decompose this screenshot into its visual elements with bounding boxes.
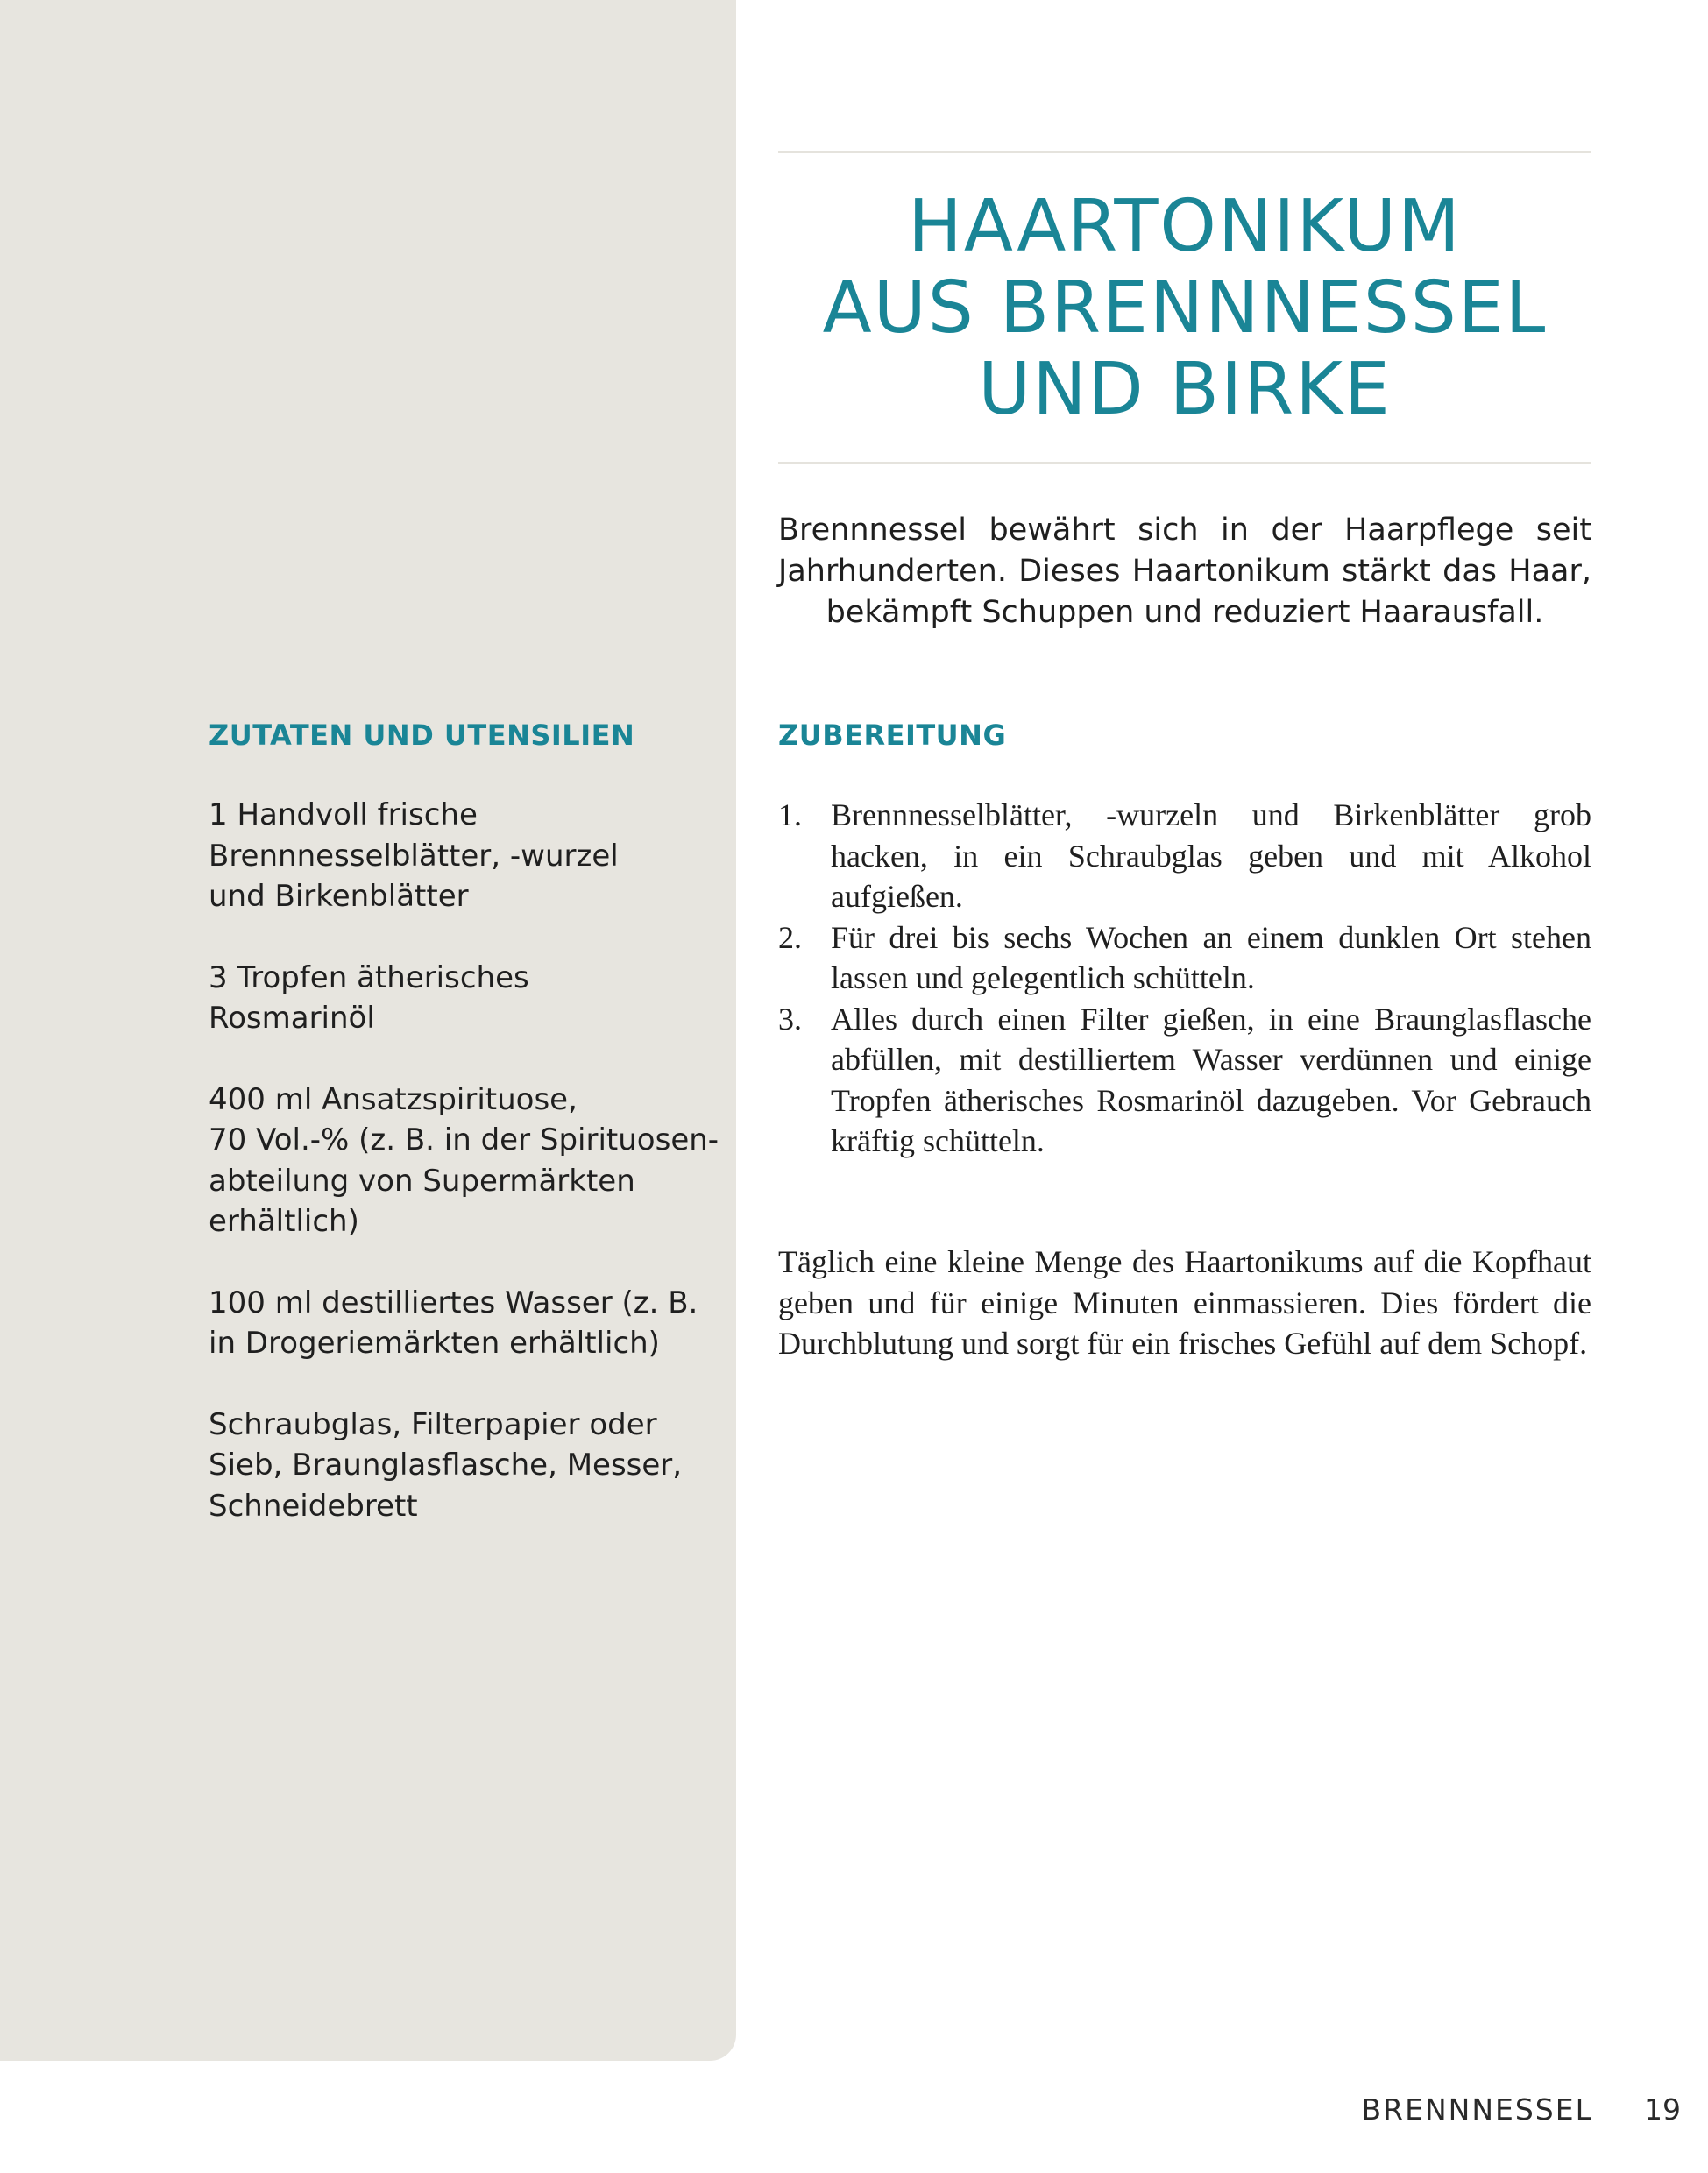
step-text: Brennnesselblätter, -wurzeln und Birkenblätter grob hacken, in ein Schraubglas geben und mit Alkohol aufgießen.	[831, 797, 1591, 914]
title-line-1: HAARTONIKUM	[908, 185, 1462, 268]
ingredient-line: 70 Vol.-% (z. B. in der Spirituosen-	[209, 1122, 719, 1157]
ingredient-line: in Drogeriemärkten erhältlich)	[209, 1326, 660, 1361]
step-item	[778, 999, 1591, 1162]
step-item	[778, 795, 1591, 917]
ingredient-item	[209, 958, 699, 1039]
title-bottom-rule	[778, 462, 1591, 464]
ingredient-line: Rosmarinöl	[209, 1001, 375, 1036]
preparation-heading: ZUBEREITUNG	[778, 718, 1007, 752]
step-item	[778, 917, 1591, 999]
ingredient-line: Schraubglas, Filterpapier oder	[209, 1406, 657, 1442]
ingredient-item	[209, 1405, 699, 1527]
ingredient-line: Brennnesselblätter, -wurzel	[209, 838, 619, 874]
ingredient-line: erhältlich)	[209, 1204, 359, 1239]
title-top-rule	[778, 151, 1591, 153]
usage-paragraph: Täglich eine kleine Menge des Haartonikums auf die Kopfhaut geben und für einige Minuten einmassieren. Dies fördert die Durchblutung und sorgt für ein frisches Gefühl auf dem Schopf.	[778, 1244, 1591, 1361]
step-number: 3.	[778, 1001, 802, 1037]
ingredient-line: abteilung von Supermärkten	[209, 1163, 635, 1199]
ingredient-line: 100 ml destilliertes Wasser (z. B.	[209, 1285, 698, 1320]
ingredient-line: Sieb, Braunglasflasche, Messer,	[209, 1447, 683, 1483]
intro-paragraph: Brennnessel bewährt sich in der Haarpflege seit Jahrhunderten. Dieses Haartonikum stärkt das Haar, bekämpft Schuppen und reduziert Haarausfall.	[778, 513, 1591, 630]
ingredients-heading: ZUTATEN UND UTENSILIEN	[209, 718, 635, 752]
page-title	[778, 186, 1591, 430]
ingredient-line: 3 Tropfen ätherisches	[209, 959, 529, 995]
preparation-steps	[778, 795, 1591, 1162]
ingredient-item	[209, 795, 699, 917]
ingredient-item	[209, 1283, 699, 1364]
ingredient-line: 1 Handvoll frische	[209, 797, 478, 832]
footer-section-title: BRENNNESSEL	[1361, 2092, 1593, 2127]
step-number: 1.	[778, 797, 802, 832]
step-text: Alles durch einen Filter gießen, in eine Braunglasflasche abfüllen, mit destilliertem Wasser verdünnen und einige Tropfen ätherisches Rosmarinöl dazugeben. Vor Gebrauch kräftig schütteln.	[831, 1001, 1591, 1158]
step-number: 2.	[778, 919, 802, 955]
title-line-3: UND BIRKE	[978, 348, 1392, 431]
step-text: Für drei bis sechs Wochen an einem dunklen Ort stehen lassen und gelegentlich schütteln.	[831, 919, 1591, 995]
ingredient-line: 400 ml Ansatzspirituose,	[209, 1081, 578, 1117]
ingredients-list	[209, 795, 719, 1567]
ingredient-line: Schneidebrett	[209, 1488, 418, 1524]
page-number: 19	[1644, 2092, 1681, 2127]
title-line-2: AUS BRENNNESSEL	[822, 266, 1548, 350]
ingredient-line: und Birkenblätter	[209, 879, 469, 914]
ingredient-item	[209, 1079, 719, 1242]
